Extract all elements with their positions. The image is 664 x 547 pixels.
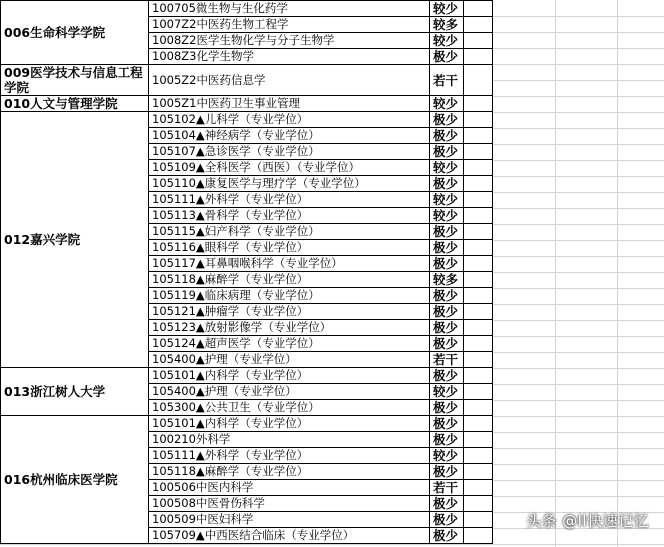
quota-level-cell[interactable]: 极少 bbox=[430, 224, 464, 240]
empty-cell[interactable] bbox=[464, 256, 493, 272]
major-cell[interactable]: 100210外科学 bbox=[149, 432, 430, 448]
major-cell[interactable]: 105121▲肿瘤学（专业学位） bbox=[149, 304, 430, 320]
empty-cell[interactable] bbox=[464, 304, 493, 320]
major-cell[interactable]: 105119▲临床病理（专业学位） bbox=[149, 288, 430, 304]
major-cell[interactable]: 105117▲耳鼻咽喉科学（专业学位） bbox=[149, 256, 430, 272]
college-name-cell[interactable]: 006生命科学学院 bbox=[1, 1, 149, 65]
quota-level-cell[interactable]: 较多 bbox=[430, 17, 464, 33]
empty-cell[interactable] bbox=[464, 224, 493, 240]
table-row bbox=[1, 96, 493, 112]
quota-level-cell[interactable]: 较少 bbox=[430, 384, 464, 400]
major-cell[interactable]: 105118▲麻醉学（专业学位） bbox=[149, 272, 430, 288]
major-cell[interactable]: 105709▲中西医结合临床（专业学位） bbox=[149, 528, 430, 544]
empty-cell[interactable] bbox=[464, 480, 493, 496]
major-cell[interactable]: 1005Z1中医药卫生事业管理 bbox=[149, 96, 430, 112]
quota-level-cell[interactable]: 极少 bbox=[430, 240, 464, 256]
major-cell[interactable]: 105123▲放射影像学（专业学位） bbox=[149, 320, 430, 336]
major-cell[interactable]: 100508中医骨伤科学 bbox=[149, 496, 430, 512]
empty-cell[interactable] bbox=[464, 432, 493, 448]
empty-cell[interactable] bbox=[464, 320, 493, 336]
major-cell[interactable]: 105107▲急诊医学（专业学位） bbox=[149, 144, 430, 160]
empty-cell[interactable] bbox=[464, 17, 493, 33]
quota-level-cell[interactable]: 较少 bbox=[430, 96, 464, 112]
college-name-cell[interactable]: 009医学技术与信息工程学院 bbox=[1, 65, 149, 96]
quota-level-cell[interactable]: 较少 bbox=[430, 208, 464, 224]
table-row bbox=[1, 112, 493, 128]
empty-cell[interactable] bbox=[464, 1, 493, 17]
quota-level-cell[interactable]: 极少 bbox=[430, 144, 464, 160]
major-cell[interactable]: 1008Z3化学生物学 bbox=[149, 49, 430, 65]
major-cell[interactable]: 105113▲骨科学（专业学位） bbox=[149, 208, 430, 224]
empty-cell[interactable] bbox=[464, 512, 493, 528]
quota-level-cell[interactable]: 较多 bbox=[430, 272, 464, 288]
empty-cell[interactable] bbox=[464, 65, 493, 96]
quota-level-cell[interactable]: 极少 bbox=[430, 400, 464, 416]
quota-level-cell[interactable]: 极少 bbox=[430, 432, 464, 448]
quota-level-cell[interactable]: 较少 bbox=[430, 160, 464, 176]
empty-cell[interactable] bbox=[464, 33, 493, 49]
quota-level-cell[interactable]: 极少 bbox=[430, 496, 464, 512]
quota-level-cell[interactable]: 极少 bbox=[430, 304, 464, 320]
major-cell[interactable]: 105101▲内科学（专业学位） bbox=[149, 368, 430, 384]
table-row bbox=[1, 416, 493, 432]
empty-cell[interactable] bbox=[464, 192, 493, 208]
quota-level-cell[interactable]: 极少 bbox=[430, 464, 464, 480]
major-cell[interactable]: 105110▲康复医学与理疗学（专业学位） bbox=[149, 176, 430, 192]
empty-cell[interactable] bbox=[464, 144, 493, 160]
empty-cell[interactable] bbox=[464, 448, 493, 464]
major-cell[interactable]: 100506中医内科学 bbox=[149, 480, 430, 496]
quota-level-cell[interactable]: 较少 bbox=[430, 1, 464, 17]
quota-level-cell[interactable]: 极少 bbox=[430, 128, 464, 144]
empty-cell[interactable] bbox=[464, 384, 493, 400]
quota-level-cell[interactable]: 较少 bbox=[430, 448, 464, 464]
major-cell[interactable]: 105400▲护理（专业学位） bbox=[149, 352, 430, 368]
empty-cell[interactable] bbox=[464, 272, 493, 288]
quota-level-cell[interactable]: 极少 bbox=[430, 368, 464, 384]
quota-level-cell[interactable]: 较少 bbox=[430, 33, 464, 49]
quota-level-cell[interactable]: 若干 bbox=[430, 65, 464, 96]
quota-level-cell[interactable]: 极少 bbox=[430, 49, 464, 65]
table-row bbox=[1, 368, 493, 384]
quota-level-cell[interactable]: 若干 bbox=[430, 352, 464, 368]
empty-cell[interactable] bbox=[464, 416, 493, 432]
quota-level-cell[interactable]: 极少 bbox=[430, 256, 464, 272]
empty-cell[interactable] bbox=[464, 368, 493, 384]
empty-cell[interactable] bbox=[464, 464, 493, 480]
empty-cell[interactable] bbox=[464, 240, 493, 256]
college-name-cell[interactable]: 013浙江树人大学 bbox=[1, 368, 149, 416]
empty-cell[interactable] bbox=[464, 176, 493, 192]
major-cell[interactable]: 100705微生物与生化药学 bbox=[149, 1, 430, 17]
major-cell[interactable]: 105115▲妇产科学（专业学位） bbox=[149, 224, 430, 240]
empty-cell[interactable] bbox=[464, 288, 493, 304]
major-cell[interactable]: 105104▲神经病学（专业学位） bbox=[149, 128, 430, 144]
major-cell[interactable]: 105300▲公共卫生（专业学位） bbox=[149, 400, 430, 416]
major-cell[interactable]: 105111▲外科学（专业学位） bbox=[149, 448, 430, 464]
quota-level-cell[interactable]: 极少 bbox=[430, 416, 464, 432]
watermark: 头条 @ll快速记忆 bbox=[526, 512, 650, 530]
major-cell[interactable]: 100509中医妇科学 bbox=[149, 512, 430, 528]
college-name-cell[interactable]: 012嘉兴学院 bbox=[1, 112, 149, 368]
empty-cell[interactable] bbox=[464, 496, 493, 512]
quota-level-cell[interactable]: 极少 bbox=[430, 112, 464, 128]
major-cell[interactable]: 105109▲全科医学（西医）（专业学位） bbox=[149, 160, 430, 176]
empty-cell[interactable] bbox=[464, 96, 493, 112]
major-cell[interactable]: 105124▲超声医学（专业学位） bbox=[149, 336, 430, 352]
major-cell[interactable]: 105102▲儿科学（专业学位） bbox=[149, 112, 430, 128]
major-cell[interactable]: 105116▲眼科学（专业学位） bbox=[149, 240, 430, 256]
table-row bbox=[1, 65, 493, 96]
table-row bbox=[1, 1, 493, 17]
major-cell[interactable]: 105111▲外科学（专业学位） bbox=[149, 192, 430, 208]
empty-cell[interactable] bbox=[464, 160, 493, 176]
quota-level-cell[interactable]: 极少 bbox=[430, 528, 464, 544]
empty-cell[interactable] bbox=[464, 336, 493, 352]
major-cell[interactable]: 105118▲麻醉学（专业学位） bbox=[149, 464, 430, 480]
quota-level-cell[interactable]: 极少 bbox=[430, 176, 464, 192]
major-cell[interactable]: 1005Z2中医药信息学 bbox=[149, 65, 430, 96]
empty-cell[interactable] bbox=[464, 528, 493, 544]
empty-cell[interactable] bbox=[464, 49, 493, 65]
major-cell[interactable]: 105400▲护理（专业学位） bbox=[149, 384, 430, 400]
college-name-cell[interactable]: 010人文与管理学院 bbox=[1, 96, 149, 112]
empty-cell[interactable] bbox=[464, 352, 493, 368]
quota-level-cell[interactable]: 极少 bbox=[430, 320, 464, 336]
empty-cell[interactable] bbox=[464, 208, 493, 224]
quota-level-cell[interactable]: 若干 bbox=[430, 480, 464, 496]
major-cell[interactable]: 1008Z2医学生物化学与分子生物学 bbox=[149, 33, 430, 49]
college-name-cell[interactable]: 016杭州临床医学院 bbox=[1, 416, 149, 544]
quota-level-cell[interactable]: 极少 bbox=[430, 512, 464, 528]
quota-level-cell[interactable]: 极少 bbox=[430, 336, 464, 352]
major-cell[interactable]: 105101▲内科学（专业学位） bbox=[149, 416, 430, 432]
quota-level-cell[interactable]: 较少 bbox=[430, 192, 464, 208]
empty-cell[interactable] bbox=[464, 112, 493, 128]
gridline bbox=[0, 544, 664, 545]
quota-level-cell[interactable]: 极少 bbox=[430, 288, 464, 304]
empty-cell[interactable] bbox=[464, 400, 493, 416]
empty-cell[interactable] bbox=[464, 128, 493, 144]
major-cell[interactable]: 1007Z2中医药生物工程学 bbox=[149, 17, 430, 33]
